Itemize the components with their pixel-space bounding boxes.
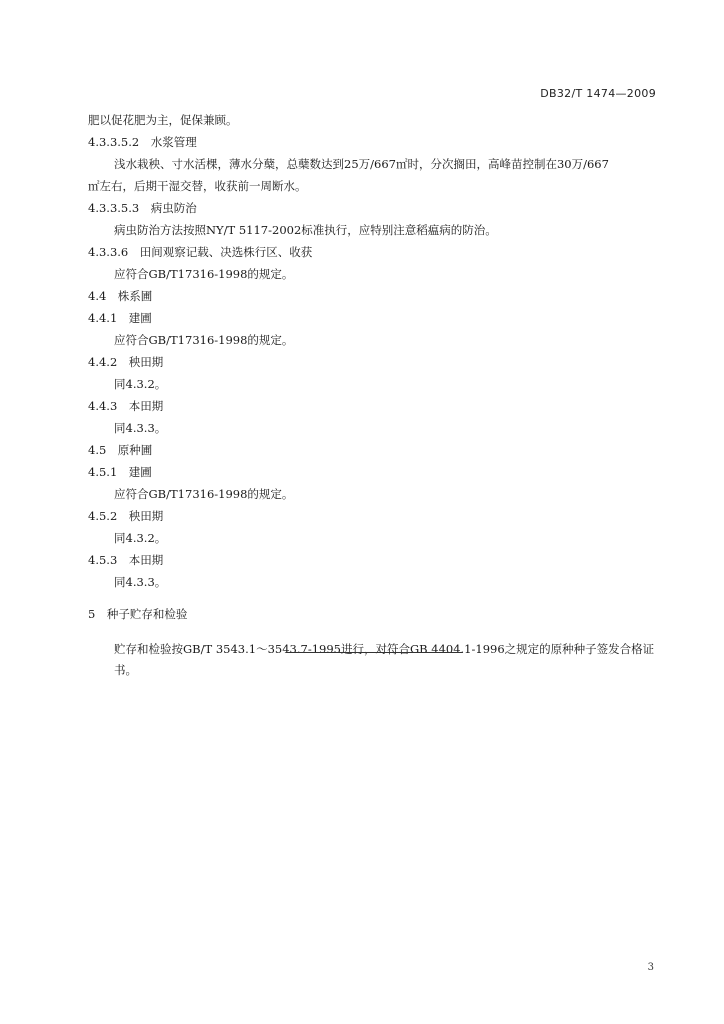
clause-heading: 4.5 原种圃 xyxy=(88,443,153,457)
section-heading: 5 种子贮存和检验 xyxy=(88,607,188,621)
clause-heading: 4.5.3 本田期 xyxy=(88,553,164,567)
clause-heading: 4.5.1 建圃 xyxy=(88,465,152,479)
text-line: 病虫防治方法按照NY/T 5117-2002标准执行，应特别注意稻瘟病的防治。 xyxy=(114,223,497,237)
clause-heading: 4.4.3 本田期 xyxy=(88,399,164,413)
document-body xyxy=(88,109,658,681)
text-line: 同4.3.2。 xyxy=(114,531,167,545)
clause-heading: 4.5.2 秧田期 xyxy=(88,509,164,523)
standard-code: DB32/T 1474—2009 xyxy=(540,87,656,100)
text-line: ㎡左右，后期干湿交替，收获前一周断水。 xyxy=(88,179,307,193)
text-line: 同4.3.3。 xyxy=(114,575,167,589)
clause-heading: 4.4.1 建圃 xyxy=(88,311,152,325)
text-line: 应符合GB/T17316-1998的规定。 xyxy=(114,333,294,347)
clause-heading: 4.3.3.5.3 病虫防治 xyxy=(88,201,197,215)
page-number: 3 xyxy=(647,962,654,973)
text-line: 应符合GB/T17316-1998的规定。 xyxy=(114,267,294,281)
clause-heading: 4.3.3.6 田间观察记载、决选株行区、收获 xyxy=(88,245,313,259)
text-line: 浅水栽秧、寸水活棵，薄水分蘖，总蘖数达到25万/667㎡时，分次搁田，高峰苗控制在30万/667 xyxy=(114,157,609,171)
text-line: 同4.3.2。 xyxy=(114,377,167,391)
end-rule xyxy=(286,652,462,653)
text-line: 同4.3.3。 xyxy=(114,421,167,435)
clause-heading: 4.4 株系圃 xyxy=(88,289,153,303)
clause-heading: 4.4.2 秧田期 xyxy=(88,355,164,369)
section-paragraph: 贮存和检验按GB/T 3543.1～3543.7-1995进行，对符合GB 4404.1-1996之规定的原种种子签发合格证书。 xyxy=(114,642,655,677)
clause-heading: 4.3.3.5.2 水浆管理 xyxy=(88,135,197,149)
text-line: 应符合GB/T17316-1998的规定。 xyxy=(114,487,294,501)
text-line: 肥以促花肥为主，促保兼顾。 xyxy=(88,113,238,127)
